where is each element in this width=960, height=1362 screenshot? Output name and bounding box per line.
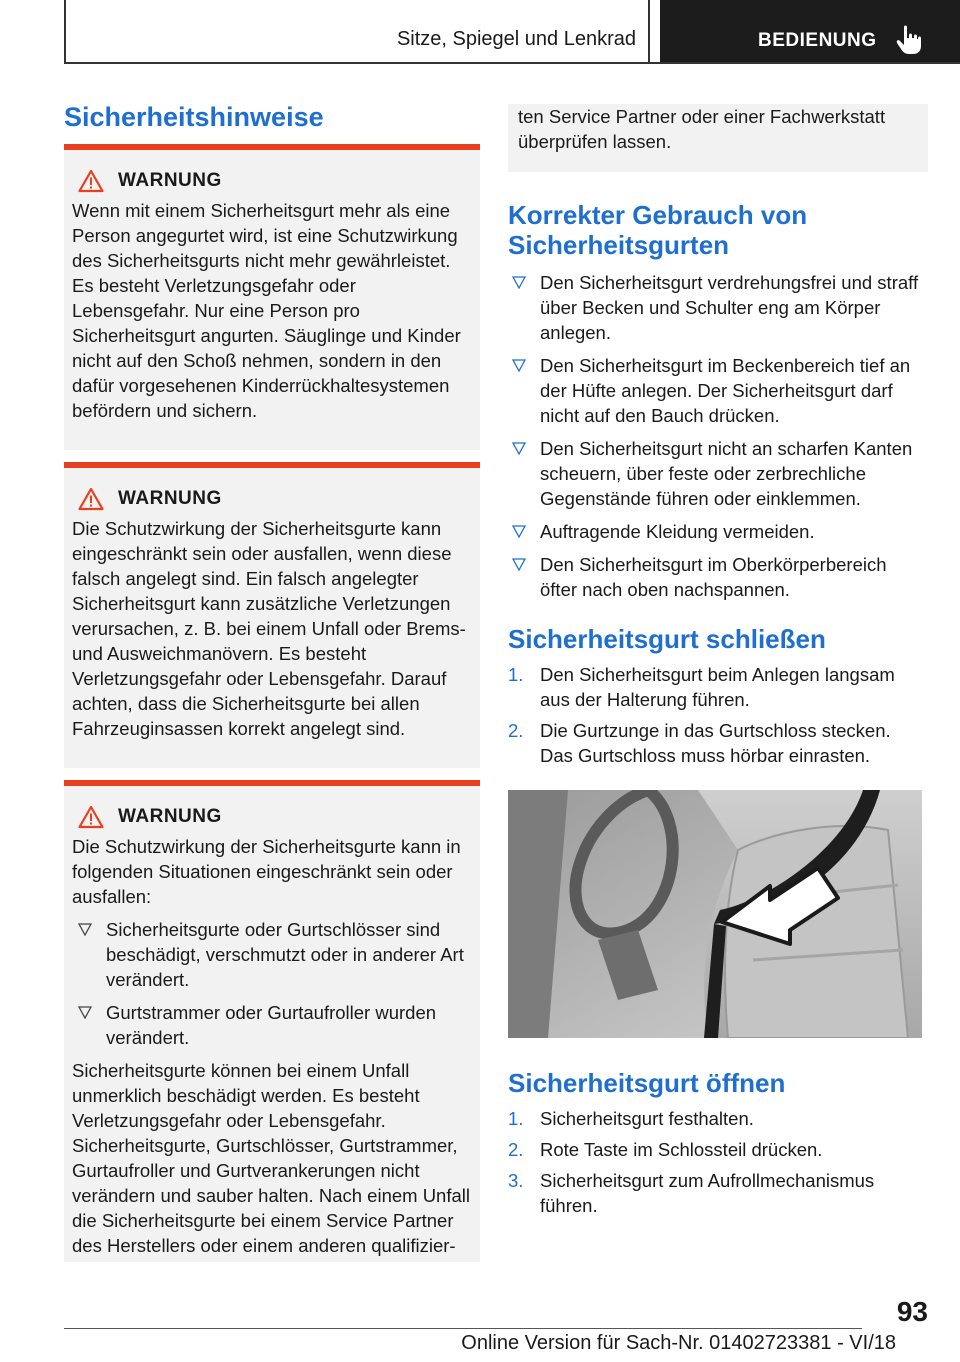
warning-box-2 xyxy=(64,462,480,768)
list-item xyxy=(508,353,928,428)
warning-triangle-icon xyxy=(78,805,104,829)
step-text: Den Sicherheitsgurt beim Anlegen langsam aus der Halterung führen. xyxy=(540,664,895,710)
list-item-text: Den Sicherheitsgurt im Oberkörperbereich öfter nach oben nachspannen. xyxy=(540,554,887,600)
list-item xyxy=(508,436,928,511)
correct-use-list xyxy=(508,270,928,602)
list-item xyxy=(72,917,472,992)
list-item xyxy=(508,1168,928,1218)
section-title-safety: Sicherheitshinweise xyxy=(64,102,324,132)
warning-title: WARNUNG xyxy=(118,488,222,509)
list-item xyxy=(508,1137,928,1162)
list-item xyxy=(508,662,928,712)
triangle-bullet-icon xyxy=(512,525,526,538)
list-item xyxy=(508,552,928,602)
triangle-bullet-icon xyxy=(512,442,526,455)
step-text: Rote Taste im Schlossteil drücken. xyxy=(540,1139,823,1160)
warning-outro: Sicherheitsgurte können bei einem Unfall unmerklich beschädigt werden. Es besteht Verletzungsgefahr oder Lebensgefahr. Sicherheitsgurte, Gurtschlösser, Gurtstrammer, Gurtaufroller und Gurtverankerungen nicht verändern und sauber halten. Nach einem Unfall die Sicherheitsgurte bei einem Service Partner des Herstellers oder einem anderen qualifizier- xyxy=(72,1060,470,1256)
list-item-text: Sicherheitsgurte oder Gurtschlösser sind beschädigt, verschmutzt oder in anderer Art verändert. xyxy=(106,919,464,990)
page-number: 93 xyxy=(896,1296,928,1327)
footer-text: Online Version für Sach-Nr. 01402723381 - VI/18 xyxy=(461,1332,896,1354)
warning-title: WARNUNG xyxy=(118,170,222,191)
warning-title: WARNUNG xyxy=(118,806,222,827)
hand-pointer-icon xyxy=(894,24,924,56)
warning-box-1 xyxy=(64,144,480,450)
warning-triangle-icon xyxy=(78,169,104,193)
list-item-text: Auftragende Kleidung vermeiden. xyxy=(540,521,815,542)
section-label: Sitze, Spiegel und Lenkrad xyxy=(396,28,636,50)
triangle-bullet-icon xyxy=(78,1006,92,1019)
list-item xyxy=(508,519,928,544)
step-number: 1. xyxy=(508,664,524,685)
list-item xyxy=(508,1106,928,1131)
list-item-text: Den Sicherheitsgurt im Beckenbereich tief an der Hüfte anlegen. Der Sicherheitsgurt darf nicht auf den Bauch drücken. xyxy=(540,355,911,426)
continuation-text: ten Service Partner oder einer Fachwerkstatt überprüfen lassen. xyxy=(518,106,886,152)
warning-text: Die Schutzwirkung der Sicherheitsgurte kann eingeschränkt sein oder ausfallen, wenn diese falsch angelegt sind. Ein falsch angelegter Sicherheitsgurt kann zusätzliche Verletzungen verursachen, z. B. bei einem Unfall oder Brems- und Ausweichmanövern. Es besteht Verletzungsgefahr oder Lebensgefahr. Darauf achten, dass die Sicherheitsgurte bei allen Fahrzeuginsassen korrekt angelegt sind. xyxy=(72,518,466,739)
triangle-bullet-icon xyxy=(512,276,526,289)
step-number: 2. xyxy=(508,1139,524,1160)
header-divider xyxy=(648,0,650,64)
list-item xyxy=(72,1000,472,1050)
close-belt-steps xyxy=(508,662,928,768)
list-item xyxy=(508,718,928,768)
step-number: 1. xyxy=(508,1108,524,1129)
warning-bullet-list xyxy=(72,917,472,1050)
tab-bedienung[interactable] xyxy=(660,0,960,62)
step-text: Sicherheitsgurt zum Aufrollmechanismus führen. xyxy=(540,1170,875,1216)
section-title-correct-use: Korrekter Gebrauch von Sicherheitsgurten xyxy=(508,200,808,260)
step-text: Die Gurtzunge in das Gurtschloss stecken. Das Gurtschloss muss hörbar einrasten. xyxy=(540,720,891,766)
warning-intro: Die Schutzwirkung der Sicherheitsgurte kann in folgenden Situationen eingeschränkt sein oder ausfallen: xyxy=(72,836,461,907)
warning-text: Wenn mit einem Sicherheitsgurt mehr als eine Person angegurtet wird, ist eine Schutzwirkung des Sicherheitsgurts nicht mehr gewährleistet. Es besteht Verletzungsgefahr oder Lebensgefahr. Nur eine Person pro Sicherheitsgurt angurten. Säuglinge und Kinder nicht auf den Schoß nehmen, sondern in den dafür vorgesehenen Kinderrückhaltesystemen befördern und sichern. xyxy=(72,200,461,421)
section-title-close-belt: Sicherheitsgurt schließen xyxy=(508,624,826,654)
list-item-text: Den Sicherheitsgurt verdrehungsfrei und straff über Becken und Schulter eng am Körper anlegen. xyxy=(540,272,919,343)
triangle-bullet-icon xyxy=(512,359,526,372)
right-column xyxy=(508,104,928,1224)
triangle-bullet-icon xyxy=(78,923,92,936)
step-number: 3. xyxy=(508,1170,524,1191)
list-item-text: Gurtstrammer oder Gurtaufroller wurden verändert. xyxy=(106,1002,437,1048)
seatbelt-buckle-photo xyxy=(508,790,922,1038)
triangle-bullet-icon xyxy=(512,558,526,571)
left-column xyxy=(64,100,480,1256)
list-item xyxy=(508,270,928,345)
warning-triangle-icon xyxy=(78,487,104,511)
step-text: Sicherheitsgurt festhalten. xyxy=(540,1108,754,1129)
section-title-open-belt: Sicherheitsgurt öffnen xyxy=(508,1068,786,1098)
list-item-text: Den Sicherheitsgurt nicht an scharfen Kanten scheuern, über feste oder zerbrechliche Gegenstände führen oder einklemmen. xyxy=(540,438,913,509)
step-number: 2. xyxy=(508,720,524,741)
photo-illustration xyxy=(508,790,922,1038)
warning-continuation xyxy=(508,104,928,172)
warning-box-3 xyxy=(64,780,480,1262)
tab-label: BEDIENUNG xyxy=(758,30,877,51)
footer-divider xyxy=(64,1328,862,1329)
open-belt-steps xyxy=(508,1106,928,1218)
